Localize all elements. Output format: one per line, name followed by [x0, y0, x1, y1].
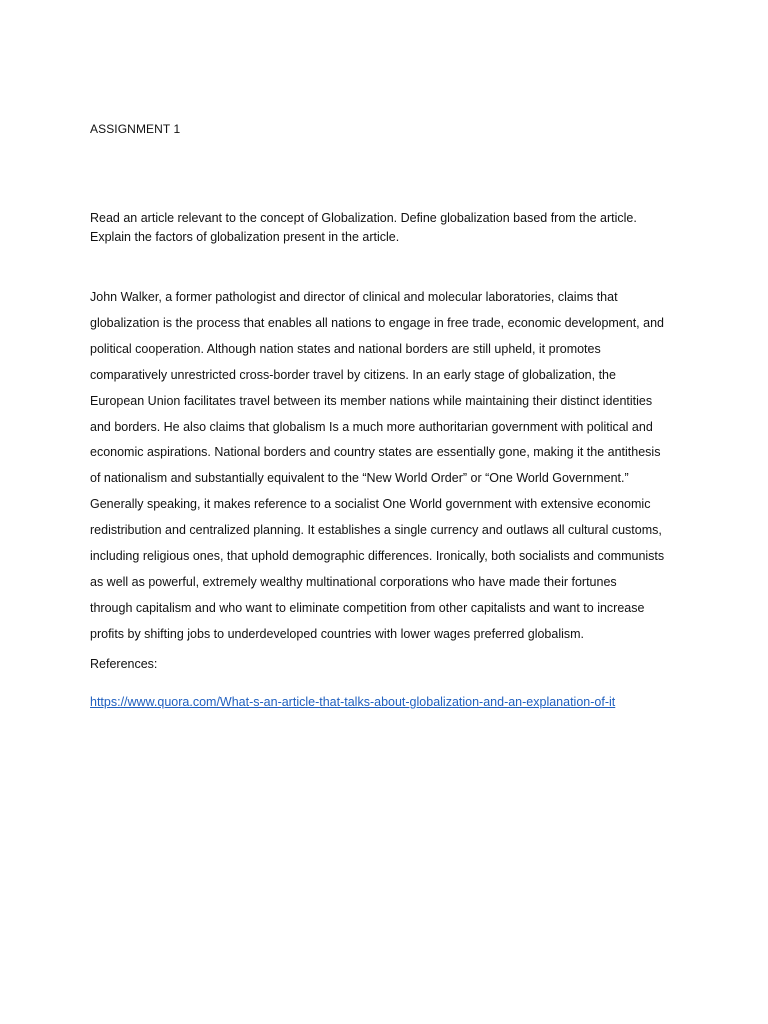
essay-line: economic aspirations. National borders and country states are essentially gone, making it the antithesis	[90, 445, 661, 460]
essay-line: European Union facilitates travel between its member nations while maintaining their distinct identities	[90, 393, 653, 408]
essay-line: comparatively unrestricted cross-border travel by citizens. In an early stage of globalization, the	[90, 367, 616, 382]
essay-line: globalization is the process that enables all nations to engage in free trade, economic development, and	[90, 315, 664, 330]
assignment-prompt: Read an article relevant to the concept of Globalization. Define globalization based from the article. Explain the factors of globalization present in the article.	[90, 211, 637, 244]
references-heading: References:	[90, 657, 158, 671]
essay-line: as well as powerful, extremely wealthy multinational corporations who have made their fortunes	[90, 574, 617, 589]
essay-line: of nationalism and substantially equivalent to the “New World Order” or “One World Government.”	[90, 471, 629, 486]
reference-link[interactable]: https://www.quora.com/What-s-an-article-that-talks-about-globalization-and-an-explanation-of-it	[90, 695, 616, 709]
essay-line: John Walker, a former pathologist and director of clinical and molecular laboratories, claims that	[90, 290, 618, 304]
essay-line: Generally speaking, it makes reference to a socialist One World government with extensive economic	[90, 497, 651, 512]
essay-body	[90, 285, 680, 648]
essay-line: and borders. He also claims that globalism Is a much more authoritarian government with political and	[90, 419, 653, 434]
essay-line: through capitalism and who want to eliminate competition from other capitalists and want to increase	[90, 600, 645, 615]
essay-line: profits by shifting jobs to underdeveloped countries with lower wages preferred globalism.	[90, 626, 585, 641]
assignment-title: ASSIGNMENT 1	[90, 122, 181, 136]
essay-line: including religious ones, that uphold demographic differences. Ironically, both socialists and communists	[90, 549, 665, 564]
essay-line: political cooperation. Although nation states and national borders are still upheld, it promotes	[90, 341, 601, 356]
essay-line: redistribution and centralized planning. It establishes a single currency and outlaws all cultural customs,	[90, 523, 662, 538]
